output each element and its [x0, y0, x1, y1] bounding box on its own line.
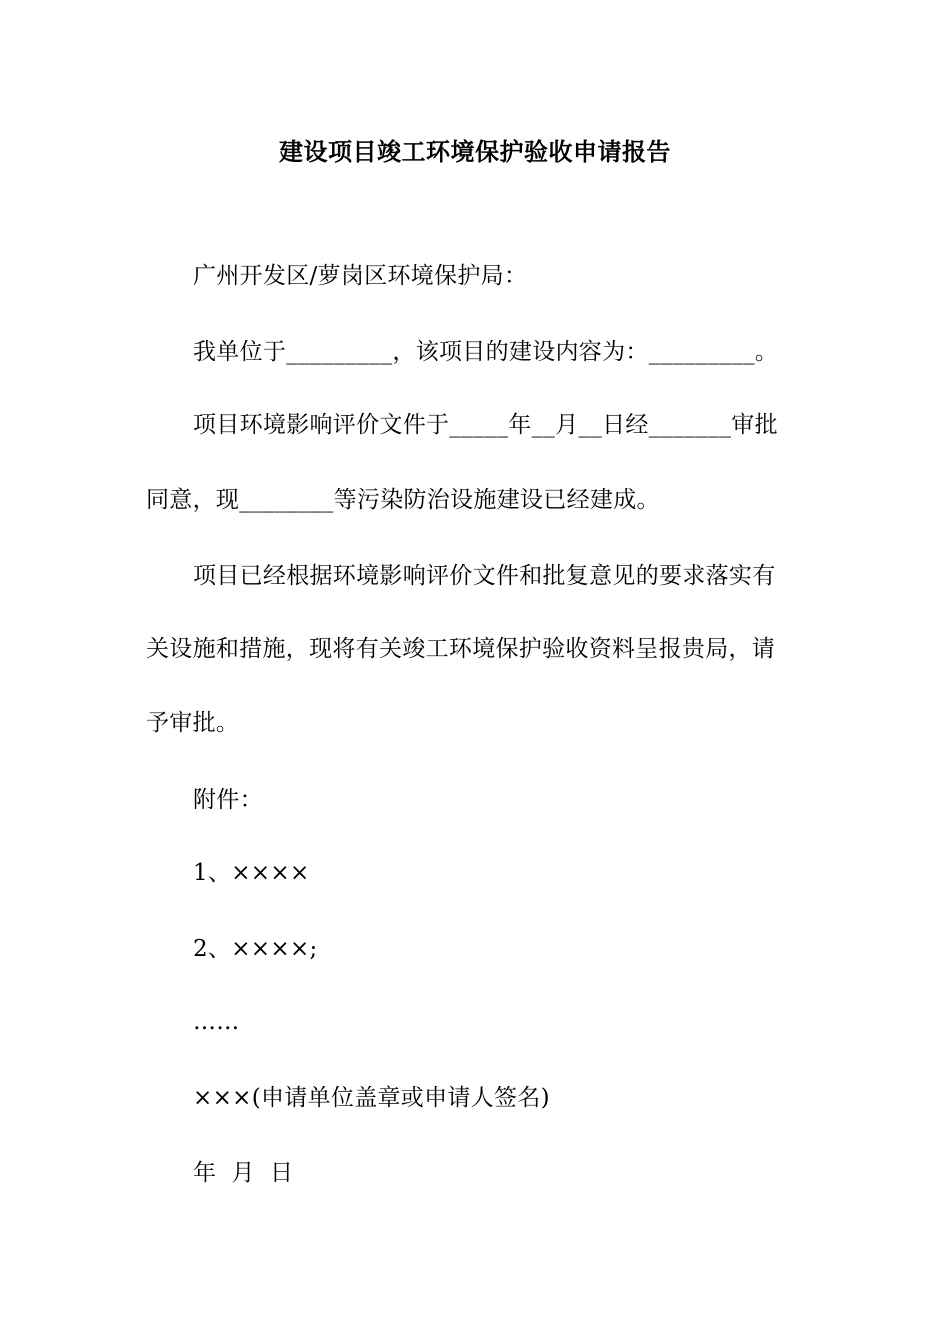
paragraph-request-line3: 予审批。	[146, 710, 240, 736]
signature-line: ×××(申请单位盖章或申请人签名)	[193, 1085, 550, 1111]
paragraph-request-line1: 项目已经根据环境影响评价文件和批复意见的要求落实有	[193, 563, 776, 589]
attachment-item-1: 1、××××	[193, 860, 310, 886]
attachment-item-2: 2、××××;	[193, 936, 318, 962]
paragraph-approval-line1: 项目环境影响评价文件于_____年__月__日经_______审批	[193, 412, 778, 438]
paragraph-approval-line2: 同意，现________等污染防治设施建设已经建成。	[146, 487, 660, 513]
document-title: 建设项目竣工环境保护验收申请报告	[279, 137, 671, 166]
paragraph-intro: 我单位于_________，该项目的建设内容为：_________。	[193, 339, 779, 365]
attachment-ellipsis: ……	[193, 1009, 240, 1035]
date-line: 年 月 日	[193, 1160, 294, 1186]
attachments-label: 附件：	[193, 787, 263, 813]
addressee: 广州开发区/萝岗区环境保护局：	[193, 263, 528, 289]
paragraph-request-line2: 关设施和措施，现将有关竣工环境保护验收资料呈报贵局，请	[146, 636, 776, 662]
